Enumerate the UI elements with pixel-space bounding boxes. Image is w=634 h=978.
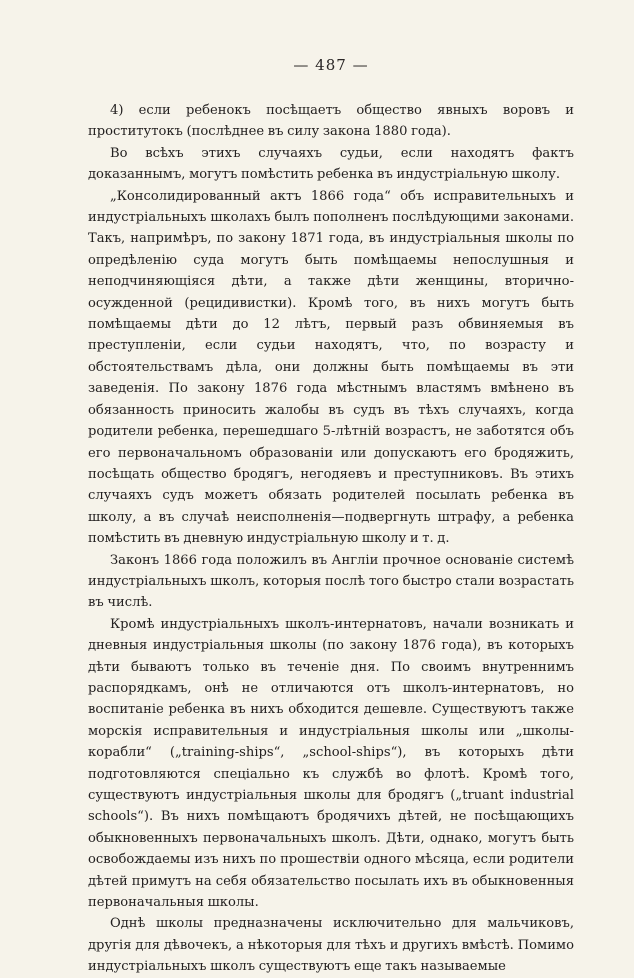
paragraph-6: Однѣ школы предназначены исключительно для мальчиковъ, другія для дѣвочекъ, а нѣкоторыя для тѣхъ и другихъ вмѣстѣ. Помимо индустріальныхъ школъ существуютъ еще такъ называемые <box>88 916 574 975</box>
paragraph-3: „Консолидированный актъ 1866 года“ объ исправительныхъ и индустріальныхъ школахъ былъ пополненъ послѣдующими законами. Такъ, напримѣръ, по закону 1871 года, въ индустріальныя школы по опредѣленію суда могутъ быть помѣщаемы непослушныя и неподчиняющіяся дѣти, а также дѣти женщины, вторично-осужденной (рецидивистки). Кромѣ того, въ нихъ могутъ быть помѣщаемы дѣти до 12 лѣтъ, первый разъ обвиняемыя въ преступленіи, если судьи находятъ, что, по возрасту и обстоятельствамъ дѣла, они должны быть помѣщаемы въ эти заведенія. По закону 1876 года мѣстнымъ властямъ вмѣнено въ обязанность приносить жалобы въ судъ въ тѣхъ случаяхъ, когда родители ребенка, перешедшаго 5-лѣтній возрастъ, не заботятся объ его первоначальномъ образованіи или допускаютъ его бродяжить, посѣщать общество бродягъ, негодяевъ и преступниковъ. Въ этихъ случаяхъ судъ можетъ обязать родителей посылать ребенка въ школу, а въ случаѣ неисполненія—подвергнуть штрафу, а ребенка помѣстить въ дневную индустріальную школу и т. д. <box>88 188 574 547</box>
paragraph-1: 4) если ребенокъ посѣщаетъ общество явныхъ воровъ и проститутокъ (послѣднее въ силу закона 1880 года). <box>88 103 574 140</box>
paragraph-4: Законъ 1866 года положилъ въ Англіи прочное основаніе системѣ индустріальныхъ школъ, которыя послѣ того быстро стали возрастать въ числѣ. <box>88 552 574 611</box>
paragraph-5: Кромѣ индустріальныхъ школъ-интернатовъ, начали возникать и дневныя индустріальныя школы (по закону 1876 года), въ которыхъ дѣти бываютъ только въ теченіе дня. По своимъ внутреннимъ распорядкамъ, онѣ не отличаются отъ школъ-интернатовъ, но воспитаніе ребенка въ нихъ обходится дешевле. Существуютъ также морскія исправительныя и индустріальныя школы или „школы-корабли“ („training-ships“, „school-ships“), въ которыхъ дѣти подготовляются спеціально къ службѣ во флотѣ. Кромѣ того, существуютъ индустріальныя школы для бродягъ („truant industrial schools“). Въ нихъ помѣщаютъ бродячихъ дѣтей, не посѣщающихъ обыкновенныхъ первоначальныхъ школъ. Дѣти, однако, могутъ быть освобождаемы изъ нихъ по прошествіи одного мѣсяца, если родители дѣтей примутъ на себя обязательство посылать ихъ въ обыкновенныя первоначальныя школы. <box>88 616 574 911</box>
page-number: — 487 — <box>293 56 369 74</box>
paragraph-2: Во всѣхъ этихъ случаяхъ судьи, если находятъ фактъ доказаннымъ, могутъ помѣстить ребенка въ индустріальную школу. <box>88 145 574 183</box>
body-text <box>88 100 574 978</box>
